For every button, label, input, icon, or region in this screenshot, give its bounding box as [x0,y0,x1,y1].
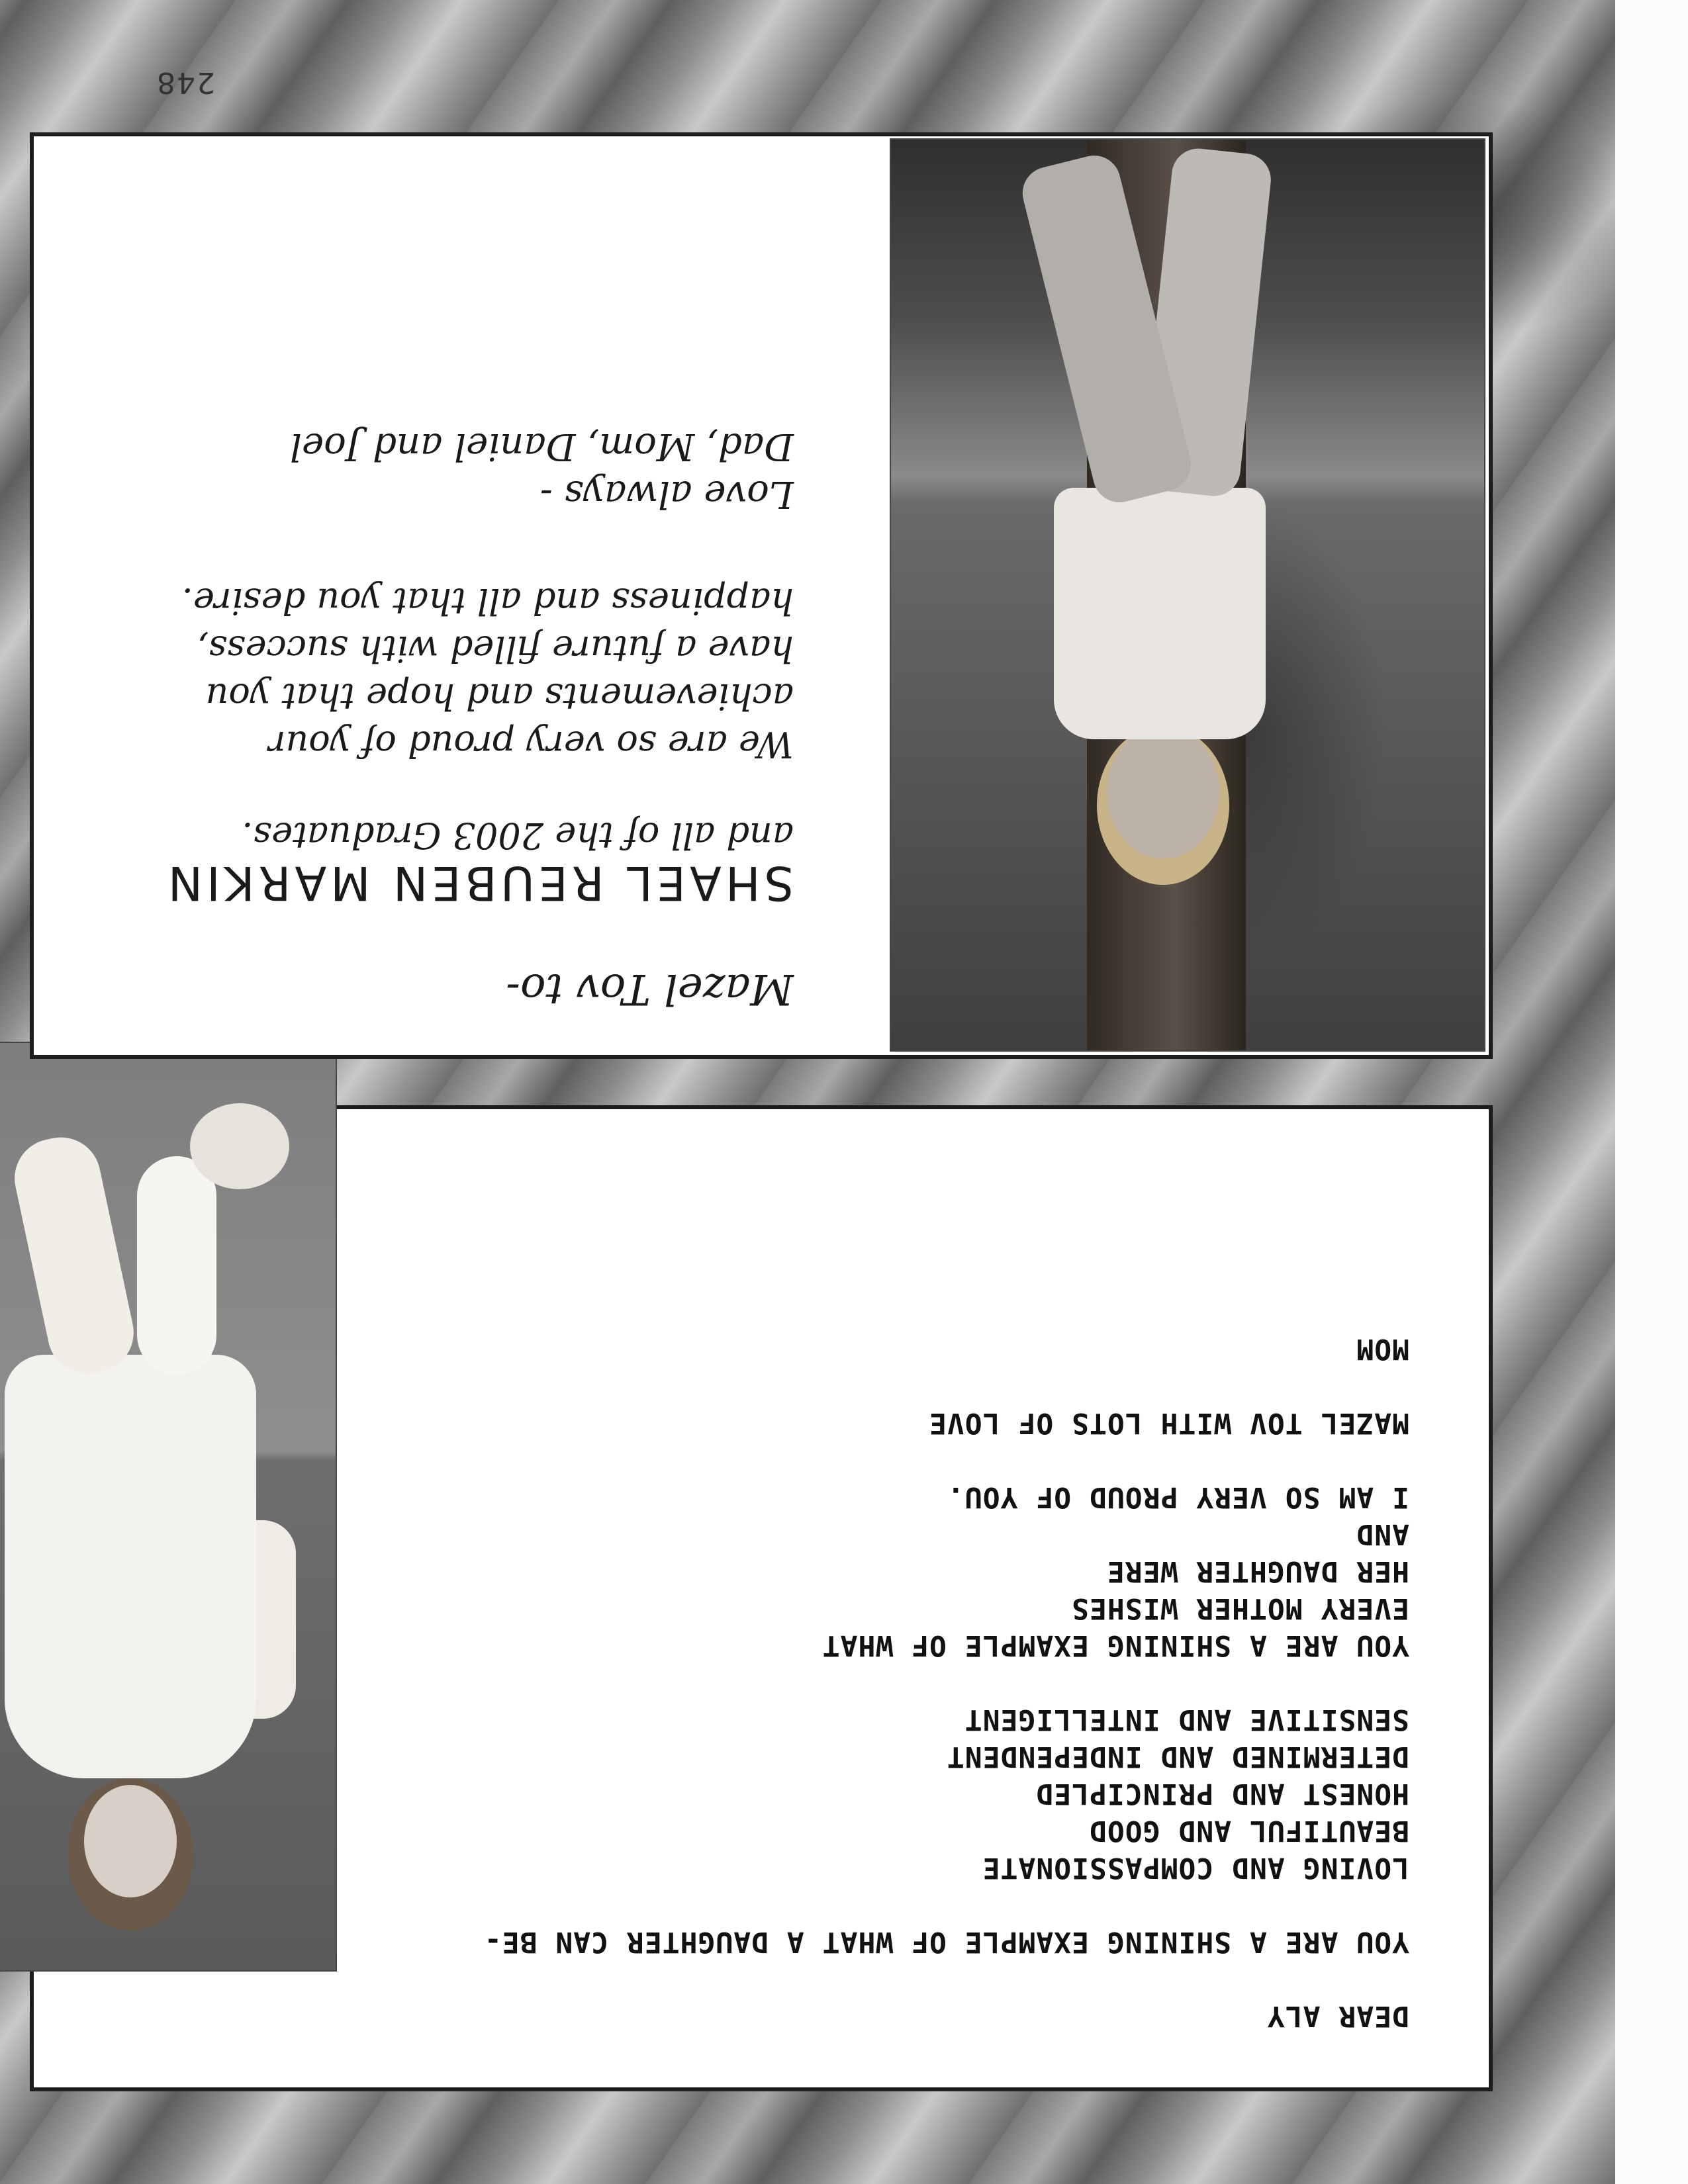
message-body [66,577,794,768]
message-subline: and all of the 2003 Graduates. [242,815,794,856]
letter-quality: BEAUTIFUL AND GOOD [1089,1814,1409,1847]
message-line: achievements and hope that you [205,676,794,717]
letter-closing: MAZEL TOV WITH LOTS OF LOVE [929,1406,1409,1439]
letter-quality: HONEST AND PRINCIPLED [1035,1777,1409,1810]
graduate-name: SHAEL REUBEN MARKIN [164,856,794,910]
ally-ad-panel [30,1105,1493,2091]
baby-photo [0,1042,337,1972]
letter-line: I AM SO VERY PROUD OF YOU. [946,1480,1409,1514]
message-opening: Mazel Tov to- [506,964,794,1013]
baby-leg-shape [137,1156,216,1375]
baby-face-shape [84,1785,177,1897]
letter-quality: SENSITIVE AND INTELLIGENT [964,1703,1409,1736]
letter-quality: DETERMINED AND INDEPENDENT [946,1740,1409,1773]
baby-leg-shape [7,1130,141,1381]
letter-signature: MOM [1356,1332,1409,1365]
letter-line: AND [1356,1518,1409,1551]
boy-face-shape [1107,726,1219,858]
boy-in-tree-photo [890,138,1485,1052]
scan-margin [1615,0,1688,2184]
letter-line: YOU ARE A SHINING EXAMPLE OF WHAT [821,1629,1409,1662]
message-closing: Love always - [539,473,794,516]
letter-line: EVERY MOTHER WISHES [1071,1592,1409,1625]
message-line: happiness and all that you desire. [181,580,794,622]
letter-line: HER DAUGHTER WERE [1106,1555,1409,1588]
letter-intro: YOU ARE A SHINING EXAMPLE OF WHAT A DAUGHTER CAN BE- [483,1925,1409,1958]
page-number: 248 [156,66,215,99]
message-signature: Dad, Mom, Daniel and Joel [290,425,794,468]
baby-shoe-shape [190,1103,289,1189]
letter-salutation: DEAR ALY [1266,1999,1409,2032]
message-line: have a future filled with success, [197,628,794,670]
boy-shirt-shape [1054,488,1266,739]
message-signoff [66,422,794,518]
shael-message [66,422,794,1015]
baby-body-shape [5,1355,256,1778]
letter-quality: LOVING AND COMPASSIONATE [982,1851,1409,1884]
ally-letter [416,1330,1409,2034]
shael-ad-panel [30,132,1493,1059]
message-line: We are so very proud of your [268,723,794,765]
